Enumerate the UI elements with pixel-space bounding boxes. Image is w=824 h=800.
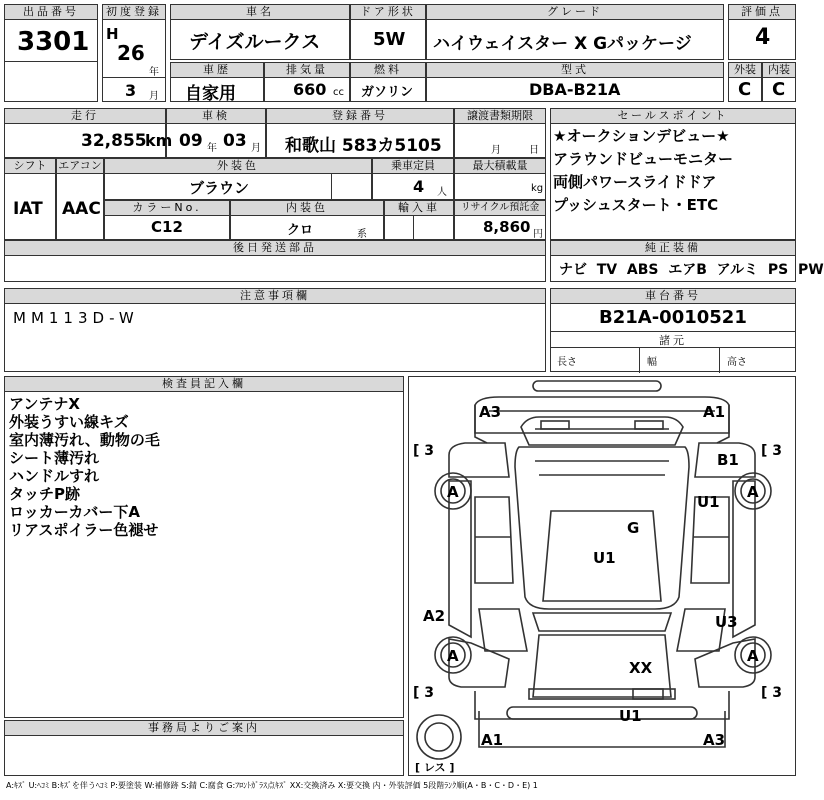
registration-value: 和歌山 583カ5105 [285,136,442,156]
fuel-value: ガソリン [361,85,414,100]
inspector-note: シート薄汚れ [9,449,100,467]
tire-depth-rl: [ 3 [413,685,435,701]
displacement-label: 排気量 [265,63,349,78]
damage-mark: A3 [479,403,502,421]
chassis-number: B21A-0010521 [599,307,747,328]
height-label: 高さ [727,357,747,368]
first-reg-label: 初度登録 [103,5,165,20]
interior-color-value: クロ [287,223,314,238]
later-parts-box [4,240,546,282]
displacement-unit: cc [333,87,344,98]
capacity-label: 乗車定員 [373,159,453,174]
tire-depth-fr: [ 3 [761,443,783,459]
inspection-label: 車検 [167,109,265,124]
displacement-value: 660 [293,80,327,99]
caution-box [4,288,546,372]
lot-box [4,4,98,102]
damage-mark: B1 [717,451,739,469]
era-letter: H [106,25,119,43]
inspection-month-unit: 月 [251,143,261,154]
car-name-box [170,4,350,60]
rating-label: 評価点 [729,5,795,20]
door-label: ドア形状 [351,5,425,20]
mileage-value: 32,855 [81,131,147,151]
damage-mark: U1 [619,707,642,725]
interior-color-box [230,200,384,240]
inspector-note: ハンドルすれ [9,467,100,485]
sales-line: プッシュスタート・ETC [553,196,719,214]
damage-mark: A1 [481,731,504,749]
grade-box [426,4,724,60]
inspection-year: 09 [179,131,203,151]
import-label: 輸入車 [385,201,453,216]
transfer-label: 譲渡書類期限 [455,109,545,124]
first-reg-year: 26 [117,41,145,65]
history-box [170,62,264,102]
color-value: ブラウン [189,179,250,197]
inspection-box [166,108,266,158]
tire-depth-rr: [ 3 [761,685,783,701]
length-label: 長さ [557,357,577,368]
car-name: デイズルークス [189,31,321,53]
inspection-month: 03 [223,131,247,151]
inspection-year-unit: 年 [207,143,217,154]
rating-box [728,4,796,60]
color-no-label: カラーNo. [105,201,229,216]
equipment-item: アルミ [716,262,759,278]
history-label: 車歴 [171,63,263,78]
damage-mark: G [627,519,640,537]
equipment-item: ABS [626,262,659,278]
color-no-box [104,200,230,240]
damage-mark: U1 [593,549,616,567]
interior-color-unit: 系 [357,229,367,240]
grade-label: グレード [427,5,723,20]
mileage-label: 走行 [5,109,165,124]
model-code-value: DBA-B21A [529,80,621,99]
capacity-value: 4 [413,177,425,196]
shift-box [4,158,56,240]
month-unit: 月 [149,91,159,102]
year-unit: 年 [149,67,159,78]
mileage-unit: km [145,131,173,150]
spare-label: [ レス ] [415,761,455,774]
ac-value: AAC [62,199,101,219]
damage-legend: A:ｷｽﾞ U:ﾍｺﾐ B:ｷｽﾞを伴うﾍｺﾐ P:要塗装 W:補修跡 S:錆 C:腐食 G:ﾌﾛﾝﾄｶﾞﾗｽ点ｷｽﾞ XX:交換済み X:要交換 内・外装評価 5段階ﾗﾝｸ順(A・B・C・D・E) 1 [6,781,538,790]
damage-mark: A3 [703,731,726,749]
caution-label: 注意事項欄 [5,289,545,304]
color-box [104,158,372,200]
sales-line: アラウンドビューモニター [553,150,734,168]
sales-line: ★オークションデビュー★ [553,127,730,145]
recycle-unit: 円 [533,229,543,240]
shift-label: シフト [5,159,55,174]
color-label: 外装色 [105,159,371,174]
color-no-value: C12 [151,218,183,236]
first-reg-box [102,4,166,102]
damage-mark: U1 [697,493,720,511]
damage-mark: A2 [423,607,446,625]
exterior-value: C [738,79,752,100]
width-label: 幅 [647,357,657,368]
inspector-note: アンテナX [9,395,80,413]
registration-box [266,108,454,158]
max-load-label: 最大積載量 [455,159,545,174]
tire-mark: A [747,483,759,501]
transfer-day-unit: 日 [529,145,539,156]
inspector-note: リアスポイラー色褪せ [9,521,159,539]
door-value: 5W [373,29,406,50]
recycle-label: リサイクル預託金 [455,201,545,216]
sales-label: セールスポイント [551,109,795,124]
displacement-box [264,62,350,102]
history-value: 自家用 [185,84,236,104]
capacity-unit: 人 [437,187,447,198]
model-code-box [426,62,724,102]
interior-value: C [772,79,786,100]
damage-mark: A1 [703,403,726,421]
tire-mark: A [447,483,459,501]
inspector-note: タッチP跡 [9,485,80,503]
chassis-box [550,288,796,372]
car-outline-diagram [409,377,795,775]
tire-mark: A [447,647,459,665]
equipment-item: エアB [668,262,707,278]
equipment-item: PW [797,262,824,278]
equipment-label: 純正装備 [551,241,795,256]
damage-mark: U3 [715,613,738,631]
exterior-label: 外装 [729,63,761,78]
model-code-label: 型式 [427,63,723,78]
car-name-label: 車名 [171,5,349,20]
interior-box [762,62,796,102]
interior-label: 内装 [763,63,795,78]
fuel-label: 燃料 [351,63,425,78]
max-load-box [454,158,546,200]
grade-value: ハイウェイスター X Gパッケージ [433,34,692,54]
lot-number: 3301 [17,27,90,57]
caution-text: MM113D-W [13,309,139,327]
ac-label: エアコン [58,159,102,172]
fuel-box [350,62,426,102]
transfer-box [454,108,546,158]
mileage-box [4,108,173,158]
import-box [384,200,454,240]
capacity-box [372,158,454,200]
door-box [350,4,426,60]
damage-mark: XX [629,659,653,677]
lot-label: 出品番号 [5,5,97,20]
registration-label: 登録番号 [267,109,453,124]
max-load-unit: kg [531,183,544,194]
chassis-label: 車台番号 [551,289,795,304]
inspector-note: 室内薄汚れ、動物の毛 [9,431,160,449]
recycle-value: 8,860 [483,218,531,236]
sales-box [550,108,796,240]
tire-mark: A [747,647,759,665]
equipment-item: TV [596,262,618,278]
recycle-box [454,200,546,240]
inspector-note: ロッカーカバー下A [9,503,141,521]
office-label: 事務局よりご案内 [5,721,403,736]
shift-value: IAT [13,199,43,219]
equipment-box [550,240,824,282]
inspector-note: 外装うすい線キズ [9,413,129,431]
sales-line: 両側パワースライドドア [553,173,717,191]
inspector-label: 検査員記入欄 [5,377,403,392]
later-parts-label: 後日発送部品 [5,241,545,256]
ac-box [56,158,104,240]
rating-value: 4 [755,25,771,50]
first-reg-month: 3 [125,81,137,100]
dims-label: 諸元 [659,334,687,347]
equipment-items [559,259,824,279]
transfer-month-unit: 月 [491,145,501,156]
interior-color-label: 内装色 [231,201,383,216]
equipment-item: ナビ [559,262,587,278]
exterior-box [728,62,762,102]
equipment-item: PS [767,262,789,278]
tire-depth-fl: [ 3 [413,443,435,459]
car-diagram [408,376,796,776]
office-box [4,720,404,776]
inspector-box [4,376,404,718]
